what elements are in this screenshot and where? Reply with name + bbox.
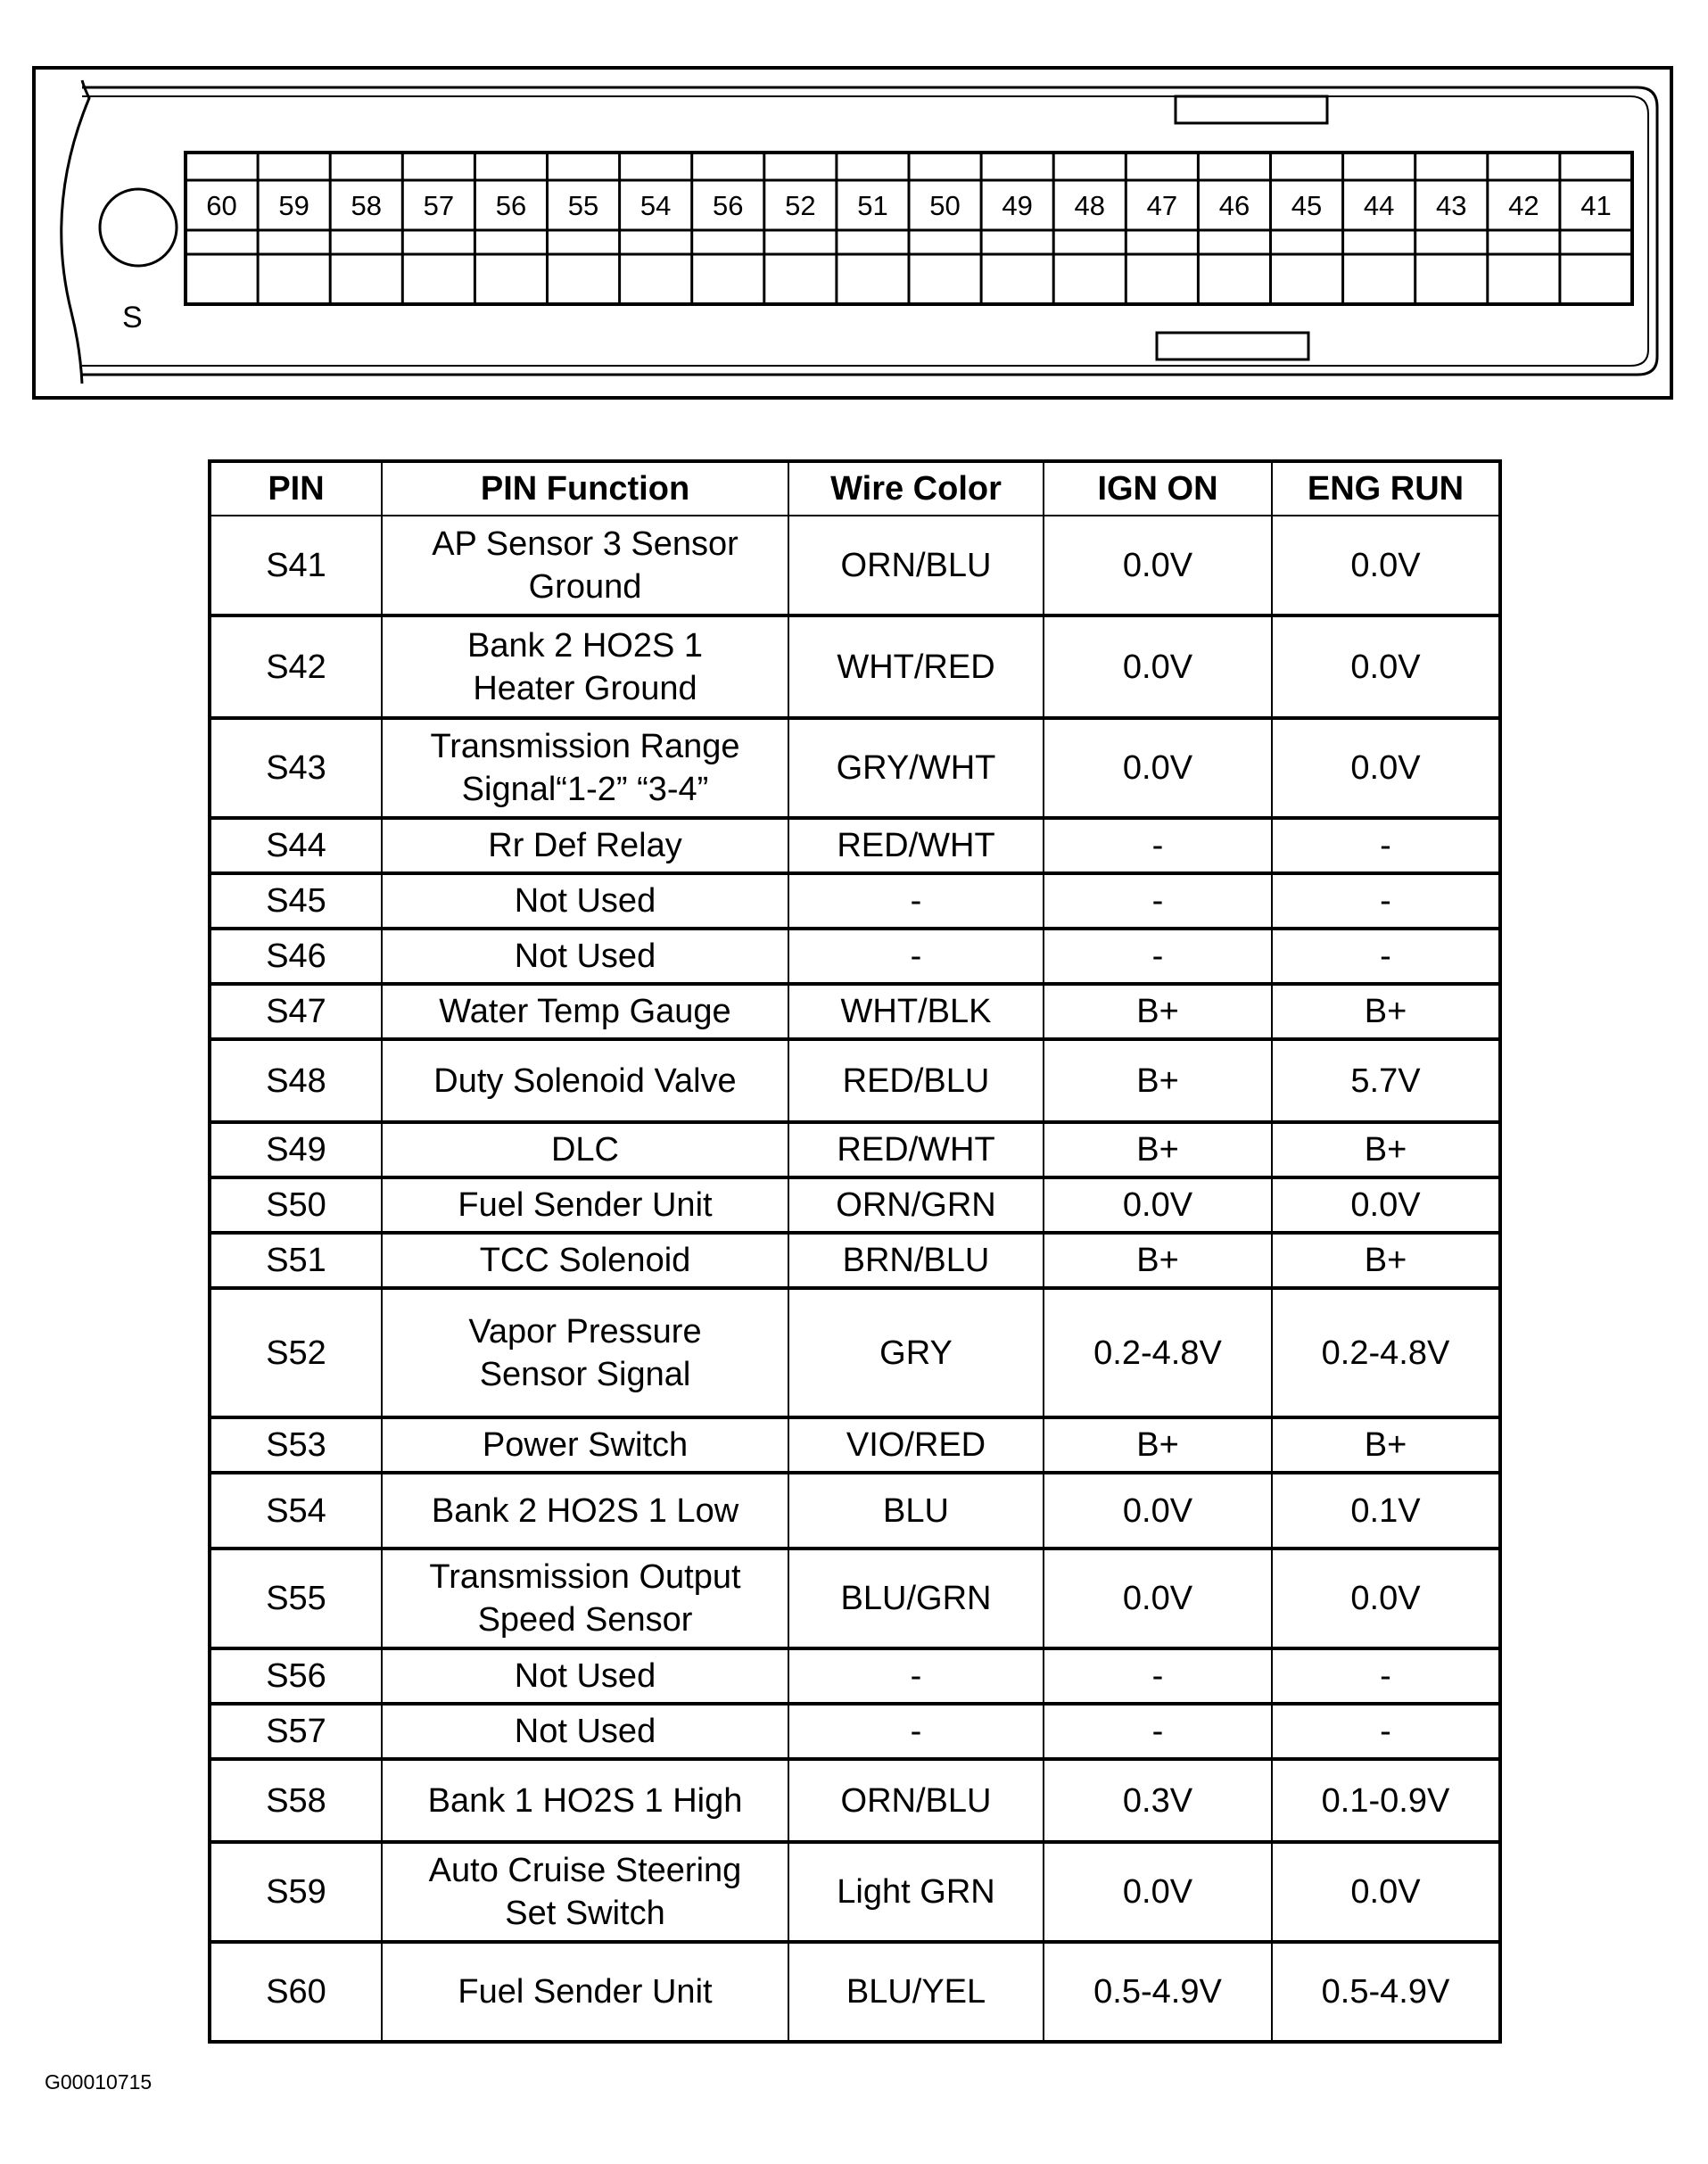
wire-color-cell: RED/BLU <box>788 1039 1044 1122</box>
header-eng-run: ENG RUN <box>1272 461 1500 516</box>
pin-number-label: 49 <box>1002 190 1033 221</box>
wire-color-cell: BLU/YEL <box>788 1942 1044 2042</box>
pin-function-line: Vapor Pressure <box>468 1312 702 1350</box>
ign-on-cell: 0.0V <box>1044 516 1272 615</box>
pin-function-cell <box>382 1648 788 1704</box>
pin-function-line: Bank 2 HO2S 1 <box>466 626 704 665</box>
pin-function-line: Not Used <box>514 882 656 920</box>
pin-function-line: Rr Def Relay <box>488 827 682 864</box>
pin-number-label: 51 <box>857 190 888 221</box>
wire-color-cell: Light GRN <box>788 1842 1044 1942</box>
pin-cell: S52 <box>210 1288 382 1417</box>
pin-cell: S57 <box>210 1704 382 1759</box>
ign-on-cell: 0.2-4.8V <box>1044 1288 1272 1417</box>
pin-cell: S42 <box>210 615 382 718</box>
eng-run-cell: 0.5-4.9V <box>1272 1942 1500 2042</box>
ign-on-cell: 0.0V <box>1044 1473 1272 1549</box>
pin-function-line: Water Temp Gauge <box>439 993 731 1030</box>
eng-run-cell: 0.0V <box>1272 1549 1500 1648</box>
eng-run-cell: - <box>1272 1704 1500 1759</box>
eng-run-cell: B+ <box>1272 1233 1500 1288</box>
pin-cell: S44 <box>210 818 382 873</box>
table-row <box>210 615 1500 718</box>
table-row <box>210 873 1500 929</box>
pin-number-label: 45 <box>1291 190 1323 221</box>
wire-color-cell: - <box>788 1648 1044 1704</box>
pin-function-cell <box>382 1288 788 1417</box>
table-row <box>210 929 1500 984</box>
pin-cell: S54 <box>210 1473 382 1549</box>
pin-function-cell <box>382 1942 788 2042</box>
eng-run-cell: 0.0V <box>1272 615 1500 718</box>
pin-function-cell <box>382 873 788 929</box>
pin-function-line: AP Sensor 3 Sensor <box>432 524 738 563</box>
pinout-table <box>208 459 1502 2044</box>
wire-color-cell: ORN/BLU <box>788 1759 1044 1842</box>
pin-number-label: 47 <box>1146 190 1178 221</box>
ign-on-cell: 0.0V <box>1044 1177 1272 1233</box>
table-row <box>210 1122 1500 1177</box>
pin-function-line: Duty Solenoid Valve <box>433 1061 737 1100</box>
pin-number-label: 60 <box>206 190 237 221</box>
pin-function-line: Ground <box>528 567 642 606</box>
eng-run-cell: 0.0V <box>1272 718 1500 818</box>
pin-function-line: Not Used <box>514 1713 656 1750</box>
pin-number-label: 41 <box>1580 190 1612 221</box>
header-ign-on: IGN ON <box>1044 461 1272 516</box>
wire-color-cell: GRY <box>788 1288 1044 1417</box>
wire-color-cell: - <box>788 1704 1044 1759</box>
figure-id: G00010715 <box>45 2070 153 2094</box>
table-header-row <box>210 461 1500 516</box>
pin-number-label: 43 <box>1436 190 1467 221</box>
pin-cell: S53 <box>210 1417 382 1473</box>
pin-cell: S46 <box>210 929 382 984</box>
pin-cell: S55 <box>210 1549 382 1648</box>
ign-on-cell: B+ <box>1044 984 1272 1039</box>
pin-cell: S49 <box>210 1122 382 1177</box>
pin-cell: S48 <box>210 1039 382 1122</box>
eng-run-cell: 0.1-0.9V <box>1272 1759 1500 1842</box>
connector-side-label: S <box>122 301 143 335</box>
ign-on-cell: - <box>1044 929 1272 984</box>
pin-number-label: 56 <box>495 190 527 221</box>
pin-function-line: Power Switch <box>482 1426 689 1464</box>
pin-function-line: Fuel Sender Unit <box>458 1973 713 2011</box>
table-row <box>210 1233 1500 1288</box>
pinout-table-body <box>210 516 1500 2042</box>
eng-run-cell: 0.0V <box>1272 1842 1500 1942</box>
connector-housing-outline <box>34 68 1671 398</box>
pin-function-cell <box>382 718 788 818</box>
connector-left-flange <box>62 80 89 384</box>
pin-cell: S59 <box>210 1842 382 1942</box>
wire-color-cell: ORN/GRN <box>788 1177 1044 1233</box>
table-row <box>210 1759 1500 1842</box>
pin-number-label: 48 <box>1074 190 1105 221</box>
pin-number-label: 54 <box>639 190 672 221</box>
pin-number-label: 42 <box>1508 190 1539 221</box>
eng-run-cell: 0.2-4.8V <box>1272 1288 1500 1417</box>
bottom-lock-tab <box>1157 333 1308 359</box>
connector-diagram <box>0 0 1708 419</box>
pin-number-label: 52 <box>785 190 816 221</box>
pin-function-cell <box>382 1759 788 1842</box>
table-row <box>210 818 1500 873</box>
wire-color-cell: VIO/RED <box>788 1417 1044 1473</box>
table-row <box>210 1473 1500 1549</box>
pin-function-cell <box>382 1842 788 1942</box>
wire-color-cell: ORN/BLU <box>788 516 1044 615</box>
pin-function-cell <box>382 615 788 718</box>
pin-function-line: DLC <box>550 1131 620 1169</box>
ign-on-cell: B+ <box>1044 1417 1272 1473</box>
pin-function-line: Transmission Range <box>430 728 740 765</box>
wire-color-cell: RED/WHT <box>788 818 1044 873</box>
top-lock-tab <box>1176 96 1327 123</box>
table-row <box>210 984 1500 1039</box>
pin-function-line: Heater Ground <box>473 669 697 707</box>
pin-function-line: Not Used <box>514 937 656 975</box>
pin-cell: S60 <box>210 1942 382 2042</box>
pin-function-line: Set Switch <box>505 1895 665 1932</box>
pin-number-label: 59 <box>278 190 309 221</box>
pin-function-cell <box>382 929 788 984</box>
ign-on-cell: 0.0V <box>1044 718 1272 818</box>
ign-on-cell: 0.0V <box>1044 615 1272 718</box>
pin-number-label: 58 <box>351 190 382 221</box>
pin-function-line: Bank 1 HO2S 1 High <box>427 1781 743 1820</box>
eng-run-cell: - <box>1272 818 1500 873</box>
ign-on-cell: - <box>1044 1704 1272 1759</box>
pin-function-line: Bank 2 HO2S 1 Low <box>431 1491 739 1530</box>
wire-color-cell: RED/WHT <box>788 1122 1044 1177</box>
pin-grid <box>206 153 1611 304</box>
eng-run-cell: 5.7V <box>1272 1039 1500 1122</box>
table-row <box>210 1417 1500 1473</box>
ign-on-cell: 0.3V <box>1044 1759 1272 1842</box>
table-row <box>210 1842 1500 1942</box>
pin-function-cell <box>382 1039 788 1122</box>
pin-function-cell <box>382 1473 788 1549</box>
pin-number-label: 55 <box>567 190 599 221</box>
pin-function-line: Fuel Sender Unit <box>458 1186 713 1224</box>
wire-color-cell: WHT/BLK <box>788 984 1044 1039</box>
ign-on-cell: - <box>1044 1648 1272 1704</box>
wire-color-cell: WHT/RED <box>788 615 1044 718</box>
wire-color-cell: BLU <box>788 1473 1044 1549</box>
table-row <box>210 516 1500 615</box>
ign-on-cell: 0.5-4.9V <box>1044 1942 1272 2042</box>
keying-circle <box>100 189 177 266</box>
ign-on-cell: B+ <box>1044 1122 1272 1177</box>
table-row <box>210 1704 1500 1759</box>
table-row <box>210 1039 1500 1122</box>
pin-cell: S47 <box>210 984 382 1039</box>
pin-cell: S41 <box>210 516 382 615</box>
pin-number-label: 57 <box>423 190 455 221</box>
pin-function-cell <box>382 516 788 615</box>
table-row <box>210 1177 1500 1233</box>
pin-function-cell <box>382 1549 788 1648</box>
wire-color-cell: BRN/BLU <box>788 1233 1044 1288</box>
pin-function-line: Signal“1-2” “3-4” <box>461 771 709 808</box>
pin-function-cell <box>382 984 788 1039</box>
pin-function-line: Transmission Output <box>429 1558 741 1596</box>
eng-run-cell: 0.0V <box>1272 1177 1500 1233</box>
pin-function-cell <box>382 1177 788 1233</box>
ign-on-cell: 0.0V <box>1044 1842 1272 1942</box>
pin-number-label: 50 <box>929 190 961 221</box>
pin-cell: S50 <box>210 1177 382 1233</box>
ign-on-cell: - <box>1044 818 1272 873</box>
pin-function-cell <box>382 1704 788 1759</box>
pin-function-line: TCC Solenoid <box>479 1242 691 1279</box>
pin-function-cell <box>382 818 788 873</box>
wire-color-cell: BLU/GRN <box>788 1549 1044 1648</box>
ign-on-cell: B+ <box>1044 1233 1272 1288</box>
pin-cell: S43 <box>210 718 382 818</box>
eng-run-cell: B+ <box>1272 984 1500 1039</box>
pin-function-line: Auto Cruise Steering <box>428 1852 742 1889</box>
ign-on-cell: B+ <box>1044 1039 1272 1122</box>
eng-run-cell: B+ <box>1272 1122 1500 1177</box>
table-row <box>210 1549 1500 1648</box>
pin-function-cell <box>382 1122 788 1177</box>
header-wire-color: Wire Color <box>788 461 1044 516</box>
table-row <box>210 1942 1500 2042</box>
pin-number-label: 56 <box>713 190 744 221</box>
eng-run-cell: 0.0V <box>1272 516 1500 615</box>
pin-cell: S58 <box>210 1759 382 1842</box>
ign-on-cell: - <box>1044 873 1272 929</box>
pin-function-line: Not Used <box>514 1657 656 1695</box>
ign-on-cell: 0.0V <box>1044 1549 1272 1648</box>
pin-function-line: Sensor Signal <box>479 1355 691 1393</box>
eng-run-cell: - <box>1272 873 1500 929</box>
eng-run-cell: B+ <box>1272 1417 1500 1473</box>
wire-color-cell: GRY/WHT <box>788 718 1044 818</box>
pin-cell: S51 <box>210 1233 382 1288</box>
wire-color-cell: - <box>788 929 1044 984</box>
table-row <box>210 1648 1500 1704</box>
wire-color-cell: - <box>788 873 1044 929</box>
pin-number-label: 44 <box>1363 190 1395 221</box>
eng-run-cell: 0.1V <box>1272 1473 1500 1549</box>
eng-run-cell: - <box>1272 1648 1500 1704</box>
pin-function-cell <box>382 1233 788 1288</box>
header-pin: PIN <box>210 461 382 516</box>
table-row <box>210 1288 1500 1417</box>
table-row <box>210 718 1500 818</box>
pin-function-line: Speed Sensor <box>477 1601 693 1639</box>
eng-run-cell: - <box>1272 929 1500 984</box>
pin-cell: S56 <box>210 1648 382 1704</box>
header-pin-function: PIN Function <box>382 461 788 516</box>
pin-cell: S45 <box>210 873 382 929</box>
pin-function-cell <box>382 1417 788 1473</box>
pin-number-label: 46 <box>1218 190 1250 221</box>
